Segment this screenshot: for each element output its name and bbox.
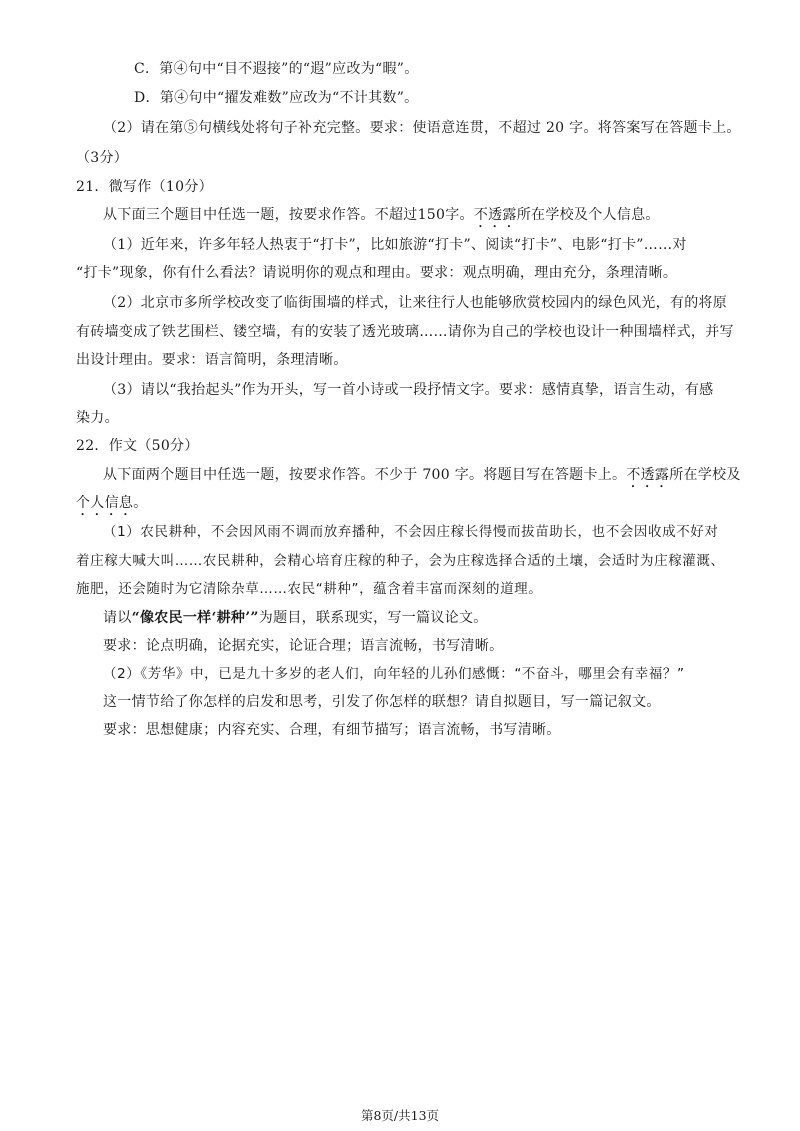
q22-intro-line1	[103, 465, 741, 491]
q22-intro-suffix: 所在学校及	[669, 467, 741, 483]
q22-item1-line2: 着庄稼大喊大叫……农民耕种，会精心培育庄稼的种子，会为庄稼选择合适的土壤，会适时为庄稼灌溉、	[76, 553, 725, 569]
q22-item1-title-line	[103, 608, 488, 628]
q22-item1-line1: （1）农民耕种，不会因风雨不调而放弃播种，不会因庄稼长得慢而拔苗助长，也不会因收成不好对	[103, 524, 719, 540]
q22-item1-title-suffix: 为题目，联系现实，写一篇议论文。	[258, 610, 488, 626]
q22-item1-title: “像农民一样‘耕种’”	[131, 610, 259, 626]
q20-part2-line2: （3分）	[76, 150, 129, 166]
q21-item2-line2: 有砖墙变成了铁艺围栏、镂空墙，有的安装了透光玻璃……请你为自己的学校也设计一种围墙样式，并写	[76, 324, 734, 340]
q22-heading: 22．作文（50分）	[76, 438, 199, 454]
q21-item1-line2: “打卡”现象，你有什么看法？请说明你的观点和理由。要求：观点明确，理由充分，条理清晰。	[76, 265, 678, 281]
option-d: D．第④句中“擢发难数”应改为“不计其数”。	[134, 90, 419, 106]
q21-item2-line1: （2）北京市多所学校改变了临街围墙的样式，让来往行人也能够欣赏校园内的绿色风光，有的将原	[103, 295, 728, 311]
q21-heading: 21．微写作（10分）	[76, 179, 213, 195]
q21-item2-line3: 出设计理由。要求：语言简明，条理清晰。	[76, 352, 348, 368]
q21-intro-emphasis: 不透露	[473, 207, 517, 223]
q22-intro-line2-emphasis: 个人信息	[76, 495, 134, 511]
q22-item2-line2: 这一情节给了你怎样的启发和思考，引发了你怎样的联想？请自拟题目，写一篇记叙文。	[103, 694, 661, 710]
q22-item2-requirement: 要求：思想健康；内容充实、合理，有细节描写；语言流畅，书写清晰。	[103, 722, 561, 738]
q22-intro-line2	[76, 493, 148, 519]
q22-item1-title-prefix: 请以	[103, 610, 132, 626]
page-number: 第8页/共13页	[360, 1108, 440, 1123]
q22-item1-line3: 施肥，还会随时为它清除杂草……农民“耕种”，蕴含着丰富而深刻的道理。	[76, 581, 543, 597]
q21-intro-prefix: 从下面三个题目中任选一题，按要求作答。不超过150字。	[103, 207, 474, 223]
q21-item1-line1: （1）近年来，许多年轻人热衷于“打卡”，比如旅游“打卡”、阅读“打卡”、电影“打卡”……对	[103, 237, 687, 253]
q21-intro-suffix: 所在学校及个人信息。	[516, 207, 660, 223]
q20-part2-line1: （2）请在第⑤句横线处将句子补充完整。要求：使语意连贯，不超过 20 字。将答案写在答题卡上。	[103, 120, 741, 136]
q21-intro	[103, 205, 660, 231]
option-c: C．第④句中“目不遐接”的“遐”应改为“暇”。	[134, 61, 419, 77]
q22-item2-line1: （2）《芳华》中，已是九十多岁的老人们，向年轻的儿孙们感慨：“不奋斗，哪里会有幸福？”	[103, 666, 685, 682]
q22-item1-requirement: 要求：论点明确，论据充实，论证合理；语言流畅，书写清晰。	[103, 638, 504, 654]
q21-item3-line1: （3）请以“我抬起头”作为开头，写一首小诗或一段抒情文字。要求：感情真挚，语言生动，有感	[103, 382, 714, 398]
q22-intro-line2-suffix: 。	[133, 495, 148, 511]
q22-intro-emphasis: 不透露	[626, 467, 670, 483]
q22-intro-prefix: 从下面两个题目中任选一题，按要求作答。不少于 700 字。将题目写在答题卡上。	[103, 467, 627, 483]
q21-item3-line2: 染力。	[76, 410, 119, 426]
